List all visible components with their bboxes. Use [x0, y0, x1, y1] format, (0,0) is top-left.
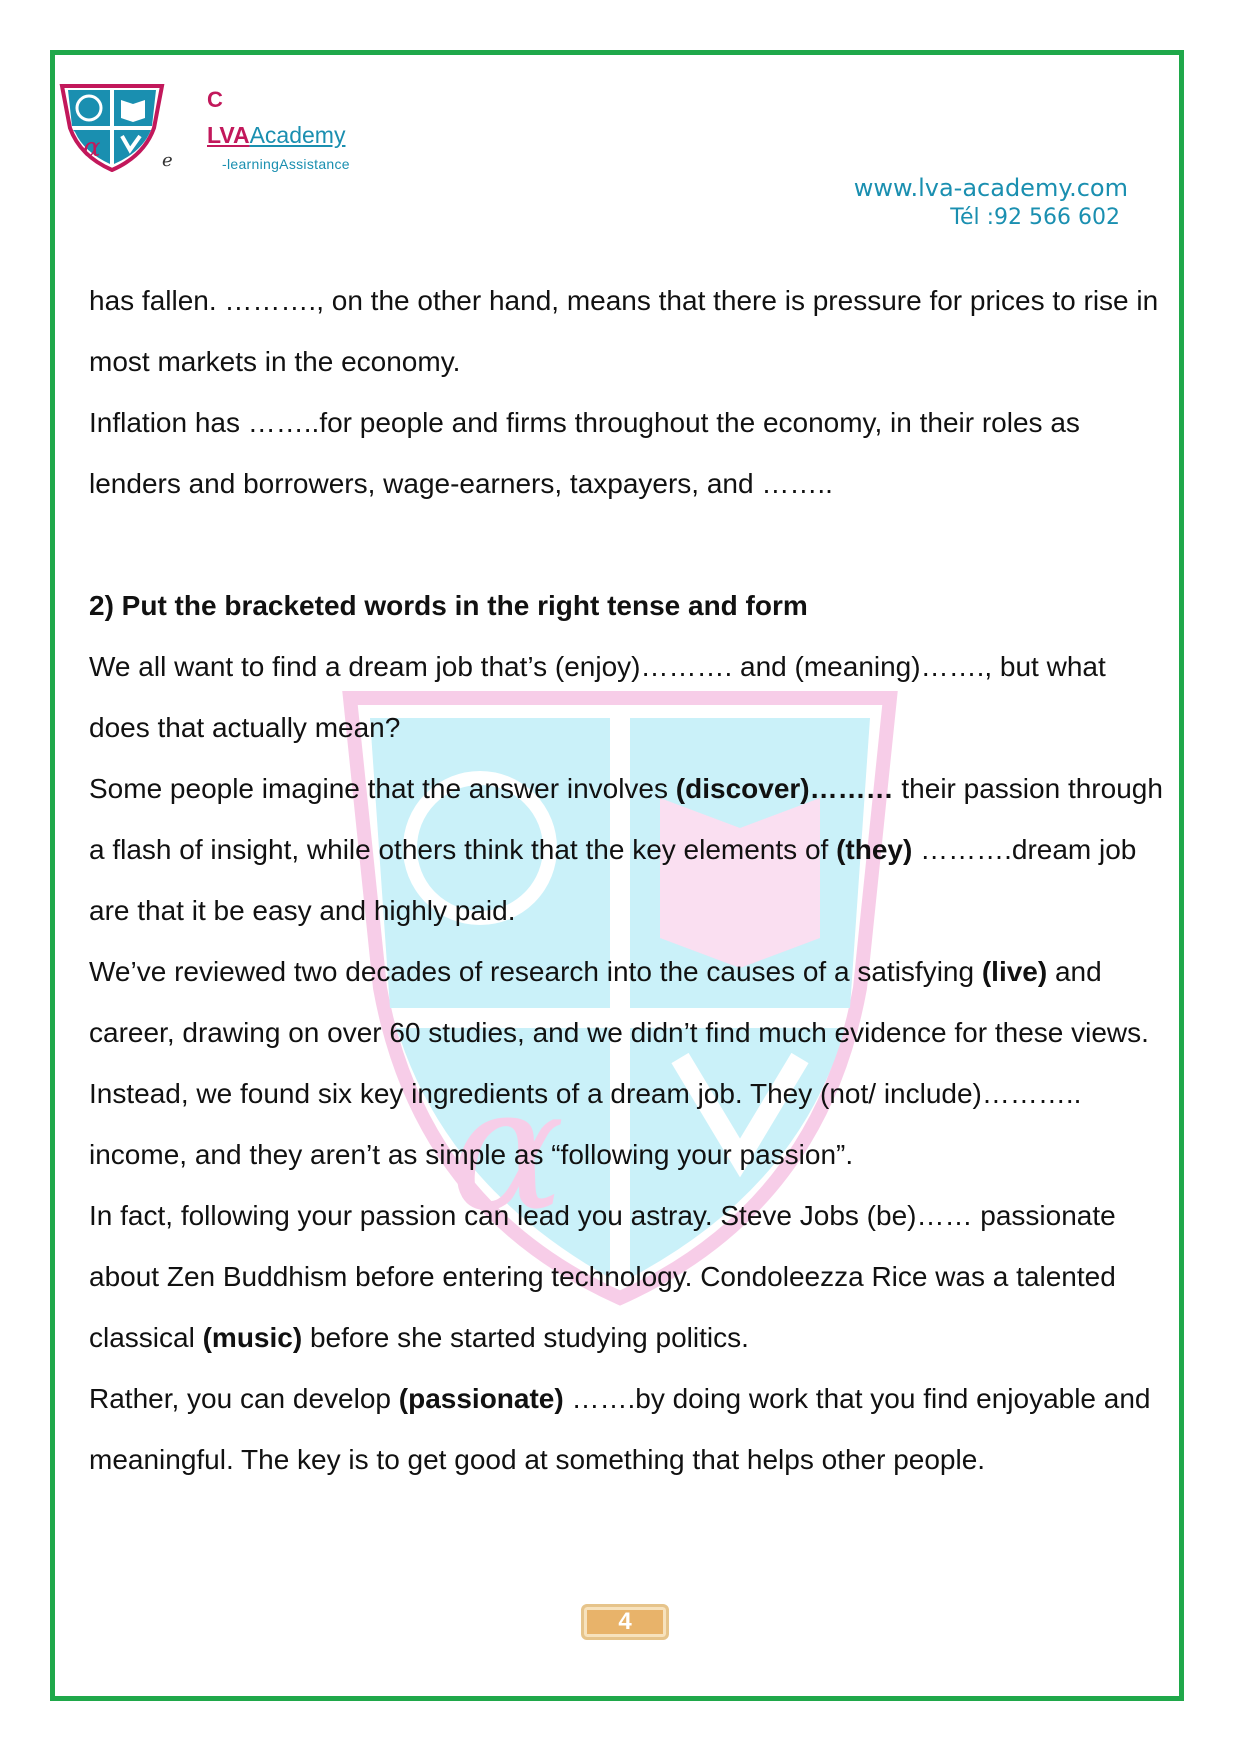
- bracketed-word-passionate: (passionate): [398, 1383, 564, 1414]
- contact-block: [854, 173, 1128, 233]
- text-run: before she started studying politics.: [302, 1322, 749, 1353]
- website-link[interactable]: www.lva-academy.com: [853, 174, 1128, 202]
- paragraph-ingredients: Instead, we found six key ingredients of a dream job. They (not/ include)……….. income, and they aren’t as simple as “following your passion”.: [89, 1078, 1082, 1170]
- phone-number: Tél :92 566 602: [950, 205, 1120, 230]
- paragraph-dream-job: We all want to find a dream job that’s (enjoy)………. and (meaning)……., but what does that actually mean?: [89, 651, 1106, 743]
- bracketed-word-music: (music): [202, 1322, 303, 1353]
- paragraph-passion: [89, 1185, 1169, 1368]
- brand-academy: Academy: [249, 122, 346, 148]
- paragraph-inflation-2: Inflation has ……..for people and firms throughout the economy, in their roles as lenders and borrowers, wage-earners, taxpayers, and ……..: [89, 407, 1080, 499]
- page-number-badge: 4: [581, 1604, 669, 1640]
- bracketed-word-discover: (discover)………: [675, 773, 894, 804]
- paragraph-discover: [89, 758, 1169, 941]
- spacer: [89, 514, 1169, 575]
- text-run: and career, drawing on over 60 studies, and we didn’t find much evidence for these views.: [89, 956, 1149, 1048]
- text-run: We’ve reviewed two decades of research into the causes of a satisfying: [89, 956, 982, 987]
- text-run: their passion through a flash of insight, while others think that the key elements of: [89, 773, 1163, 865]
- paragraph-develop: [89, 1368, 1169, 1490]
- svg-text:α: α: [450, 1051, 565, 1249]
- text-run: ……….dream job are that it be easy and highly paid.: [89, 834, 1137, 926]
- exercise-heading: [89, 575, 1169, 636]
- brand-lva: LVA: [207, 122, 250, 148]
- brand-tagline: -learningAssistance: [222, 156, 350, 172]
- svg-text:α: α: [83, 133, 101, 163]
- text-run: …….by doing work that you find enjoyable and meaningful. The key is to get good at something that helps other people.: [89, 1383, 1151, 1475]
- brand-name[interactable]: [207, 121, 345, 149]
- bracketed-word-live: (live): [981, 956, 1048, 987]
- text-run: Some people imagine that the answer involves: [89, 773, 676, 804]
- exercise-heading-text: 2) Put the bracketed words in the right tense and form: [89, 590, 808, 621]
- paragraph-inflation-1: has fallen. ………., on the other hand, means that there is pressure for prices to rise in most markets in the economy.: [89, 285, 1159, 377]
- text-run: In fact, following your passion can lead you astray. Steve Jobs (be)…… passionate about Zen Buddhism before entering technology. Condoleezza Rice was a talented classical: [89, 1200, 1116, 1353]
- brand-initial: C: [207, 87, 223, 112]
- page-content: [89, 270, 1169, 1490]
- paragraph-research: [89, 941, 1169, 1063]
- bracketed-word-they: (they): [836, 834, 913, 865]
- academy-shield-logo-icon: [58, 80, 166, 172]
- text-run: Rather, you can develop: [89, 1383, 399, 1414]
- logo-script-e: e: [162, 150, 173, 171]
